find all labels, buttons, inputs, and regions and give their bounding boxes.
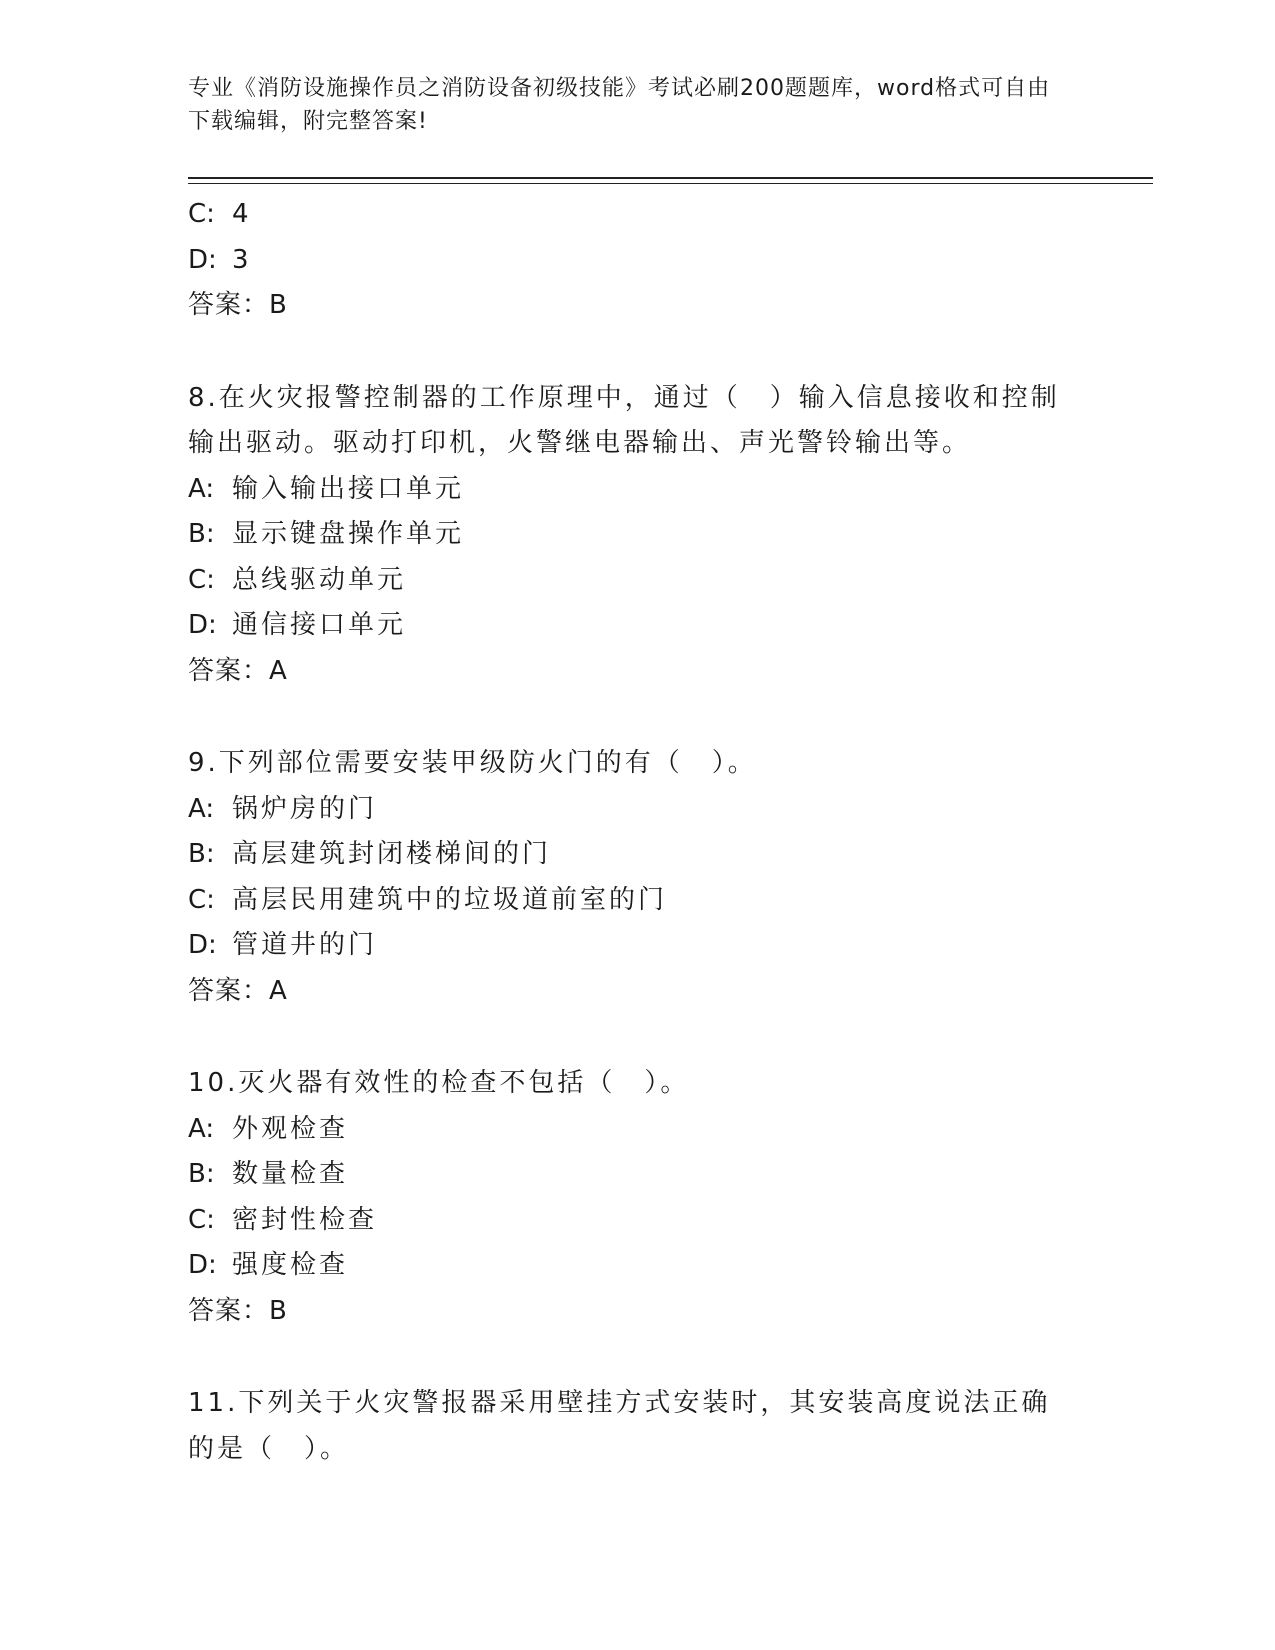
answer-line: 答案：A (188, 975, 288, 1006)
option-text: 通信接口单元 (232, 610, 407, 640)
option-item (188, 1198, 1088, 1244)
option-text: 外观检查 (232, 1113, 349, 1144)
option-letter: D: (188, 244, 217, 275)
header-rule-thick (188, 177, 1153, 179)
option-letter: C: (188, 564, 215, 595)
option-letter: B: (188, 519, 215, 549)
header-rule-thin (188, 183, 1153, 184)
option-item (188, 467, 1088, 513)
question-stem: 10.灭火器有效性的检查不包括（ ）。 (188, 1068, 690, 1098)
answer-line: 答案：B (188, 290, 288, 320)
option-text: 数量检查 (232, 1159, 349, 1189)
option-letter: C: (188, 199, 215, 229)
option-letter: C: (188, 884, 215, 915)
answer-line: 答案：A (188, 655, 288, 686)
question-stem: 8.在火灾报警控制器的工作原理中，通过（ ）输入信息接收和控制输出驱动。驱动打印机，火警继电器输出、声光警铃输出等。 (188, 382, 1060, 458)
question-stem: 11.下列关于火灾警报器采用壁挂方式安装时，其安装高度说法正确的是（ ）。 (188, 1388, 1051, 1464)
option-text: 管道井的门 (232, 930, 378, 960)
option-text: 强度检查 (232, 1250, 349, 1280)
option-text: 总线驱动单元 (232, 564, 407, 595)
option-letter: D: (188, 610, 217, 640)
option-item (188, 1152, 1088, 1198)
option-letter: A: (188, 1113, 215, 1144)
option-item (188, 878, 1088, 924)
option-text: 4 (232, 199, 252, 229)
option-letter: D: (188, 1250, 217, 1280)
option-item (188, 238, 1088, 284)
option-item (188, 603, 1088, 649)
option-item (188, 1243, 1088, 1289)
option-item (188, 1107, 1088, 1153)
option-letter: C: (188, 1204, 215, 1235)
option-letter: B: (188, 1159, 215, 1189)
option-text: 密封性检查 (232, 1204, 378, 1235)
option-text: 3 (232, 244, 252, 275)
page-header: 专业《消防设施操作员之消防设备初级技能》考试必刷200题题库，word格式可自由下载编辑，附完整答案! (188, 76, 1051, 134)
option-item (188, 558, 1088, 604)
question-stem: 9.下列部位需要安装甲级防火门的有（ ）。 (188, 748, 757, 778)
option-item (188, 787, 1088, 833)
option-text: 高层民用建筑中的垃圾道前室的门 (232, 884, 668, 915)
option-item (188, 192, 1088, 238)
option-item (188, 512, 1088, 558)
option-text: 锅炉房的门 (232, 793, 378, 824)
answer-line: 答案：B (188, 1295, 288, 1326)
option-text: 显示键盘操作单元 (232, 519, 465, 549)
option-text: 输入输出接口单元 (232, 473, 465, 504)
option-letter: D: (188, 930, 217, 960)
option-letter: A: (188, 473, 215, 504)
option-item (188, 923, 1088, 969)
option-letter: A: (188, 793, 215, 824)
option-letter: B: (188, 839, 215, 869)
option-text: 高层建筑封闭楼梯间的门 (232, 839, 552, 869)
option-item (188, 832, 1088, 878)
question-content (188, 192, 1088, 1472)
